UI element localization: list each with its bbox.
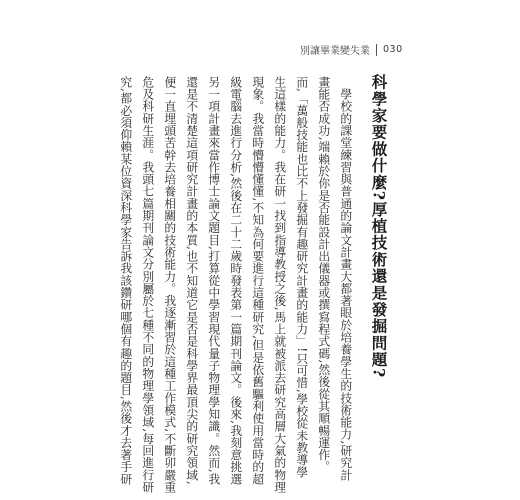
header-divider <box>376 44 377 56</box>
body-line: 還是不清楚這項研究計畫的本質,也不知道它是否是科學界最頂尖的研究領域, <box>184 76 199 486</box>
body-line: 究,都必須仰賴某位資深科學家告訴我該鑽研哪個有趣的題目,然後才去著手研 <box>118 76 133 486</box>
book-title: 別讓畢業變失業 <box>300 46 370 57</box>
body-line: 學校的課堂練習與普通的論文計畫大都著眼於培養學生的技術能力,研究計 <box>338 76 353 482</box>
body-line: 生這樣的能力。我在研一找到指導教授之後,馬上就被派去研究高層大氣的物理 <box>272 76 287 494</box>
body-line: 另一項計畫來當作博士論文題目,打算從中學習現代量子物理學知識。然而,我 <box>206 76 221 486</box>
section-title: 科學家要做什麼?厚植技術還是發掘問題? <box>369 74 389 379</box>
body-line: 危及科研生涯。我頭七篇期刊論文分別屬於七種不同的物理學領域,每回進行研 <box>140 76 155 494</box>
body-line: 便一直埋頭苦幹去培養相關的技術能力。我逐漸習於這種工作模式,不斷卯嚴重 <box>162 76 177 494</box>
page-number: 030 <box>383 44 403 55</box>
body-line: 現象。我當時懵懵懂懂,不知為何要進行這種研究,但是依舊驅利使用當時的超 <box>250 76 265 486</box>
body-line: 級電腦去進行分析,然後在二十二歲時發表第一篇期刊論文。後來,我刻意挑選 <box>228 76 243 486</box>
body-line: 畫能否成功,端賴於你是否能設計出儀器或撰寫程式碼,然後從其順暢運作。 <box>316 76 331 473</box>
running-header <box>300 42 403 57</box>
body-line: 而,「萬般技能也比不上發掘有趣研究計畫的能力」!只可惜,學校從未教導學 <box>294 76 309 479</box>
